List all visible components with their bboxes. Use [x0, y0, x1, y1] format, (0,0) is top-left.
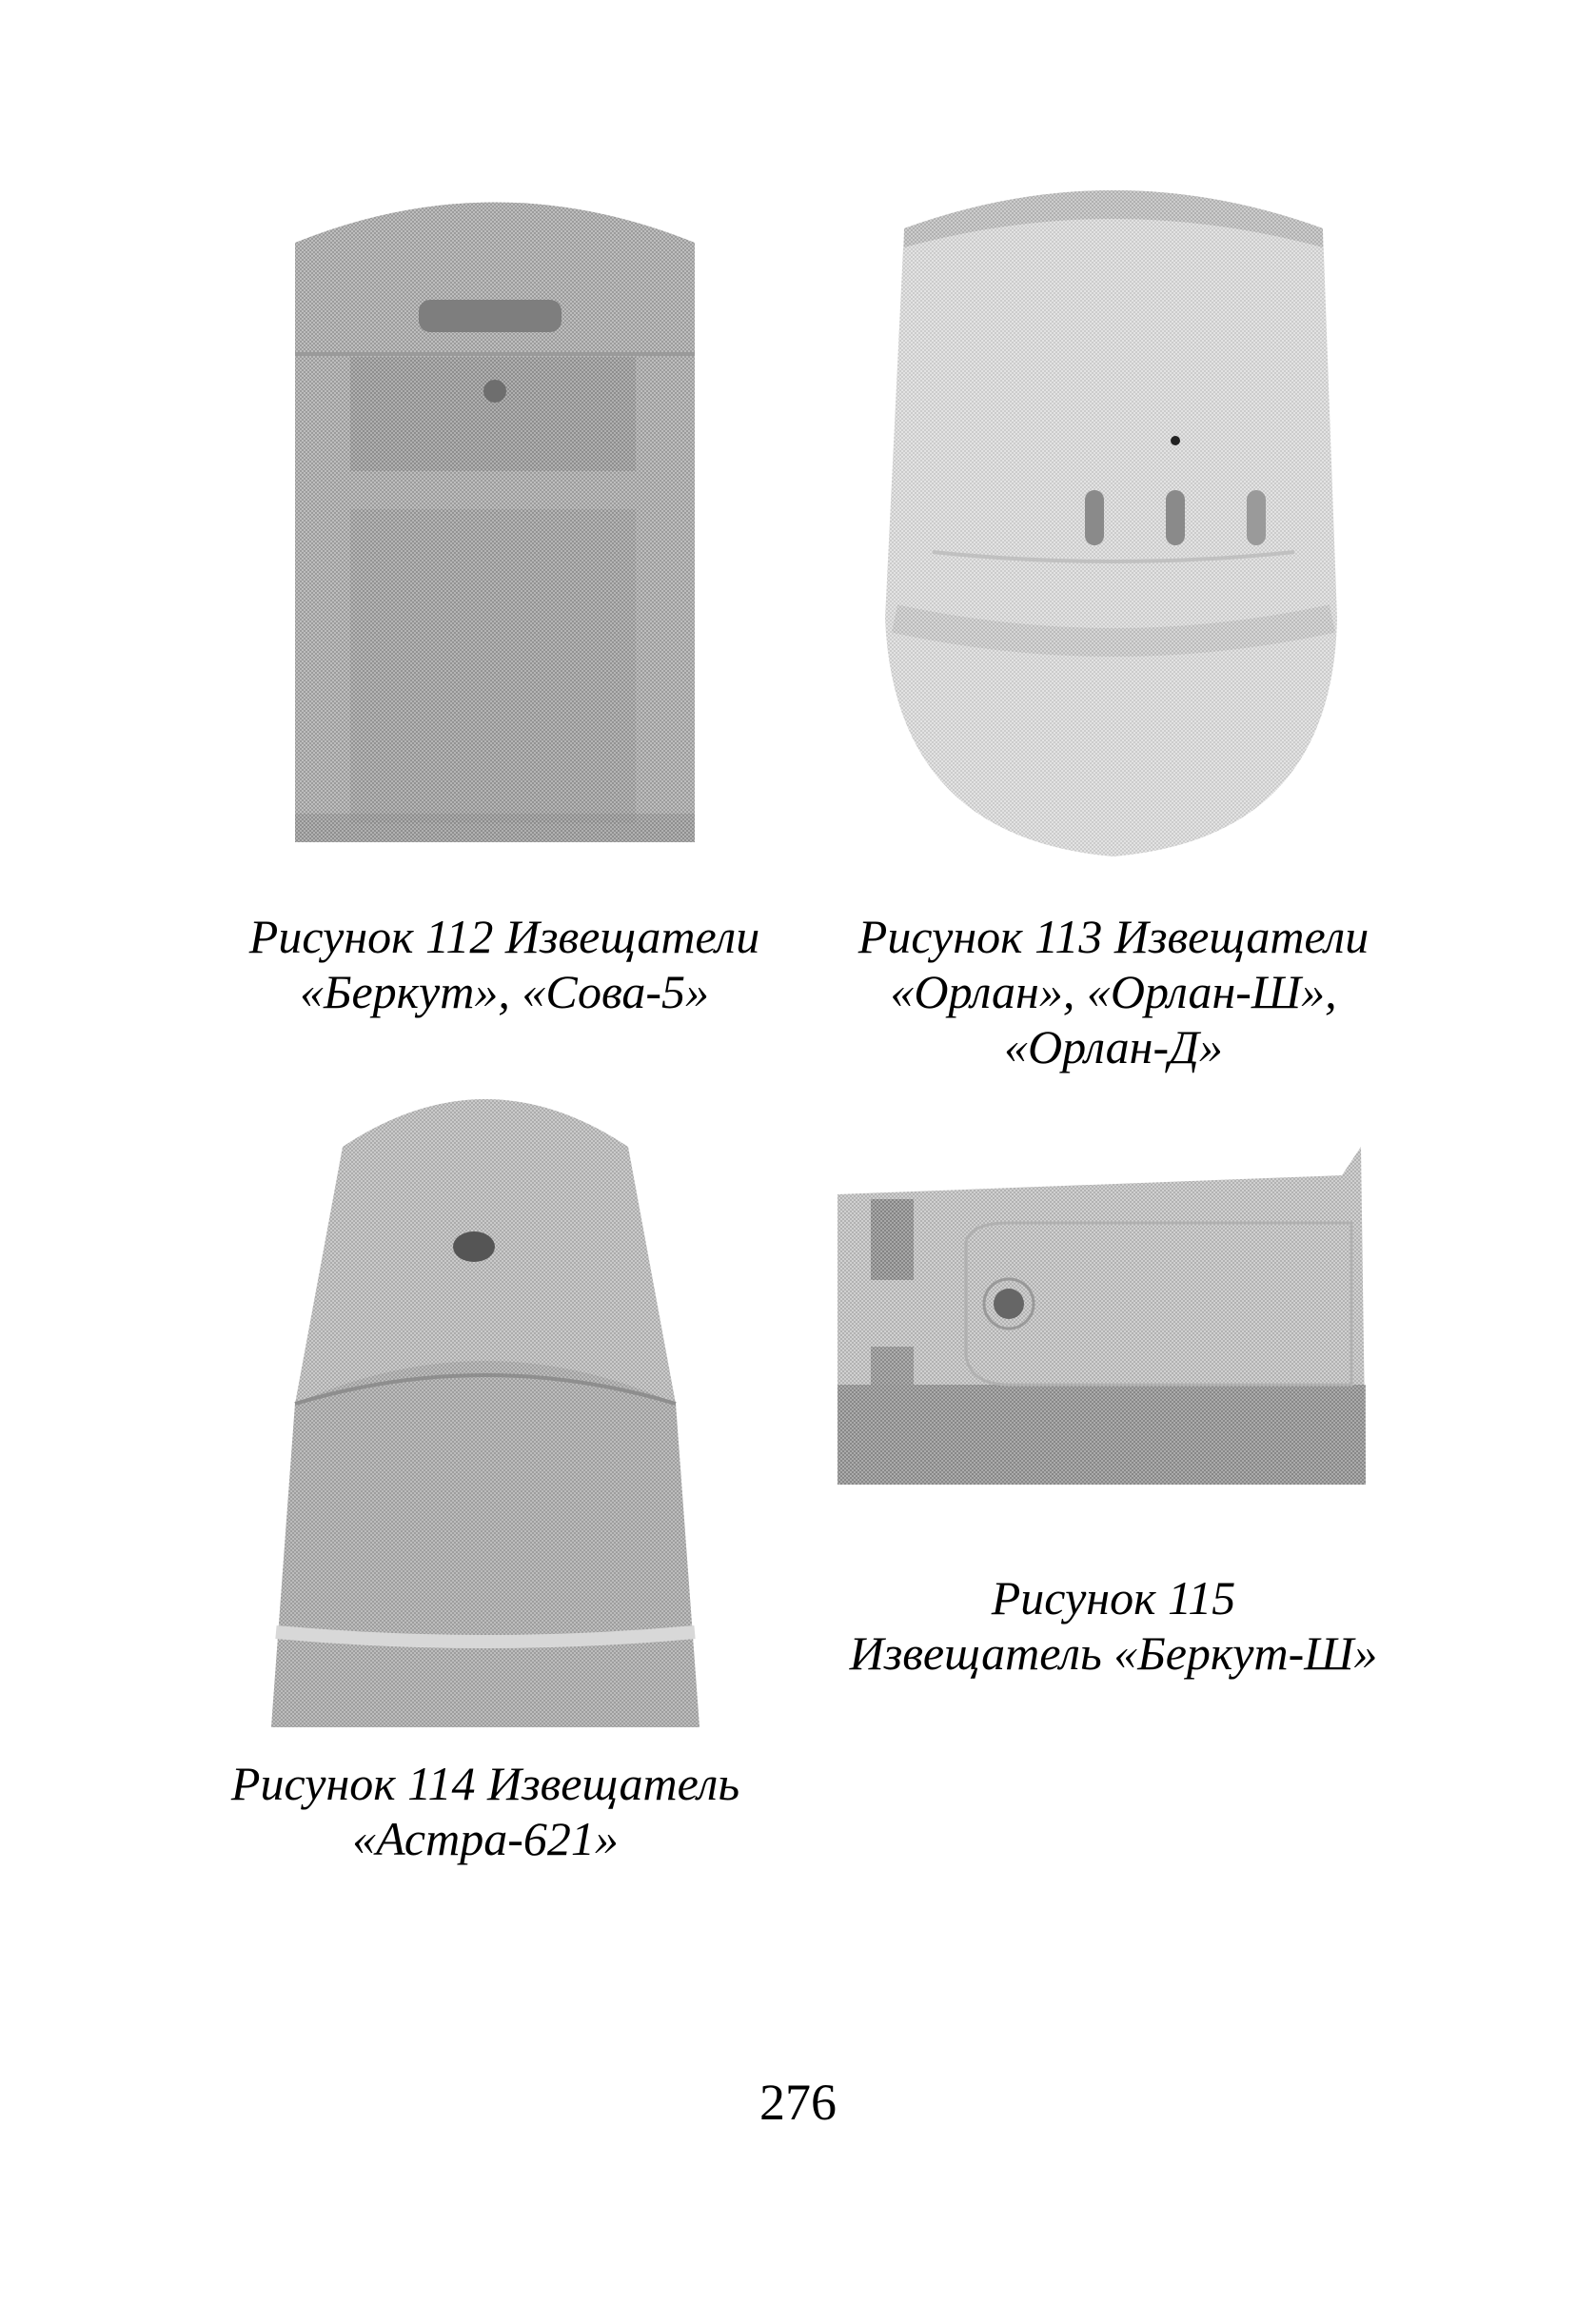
page-number: 276: [759, 2074, 837, 2131]
figure-115-image: [818, 1118, 1375, 1499]
figure-113-image: [876, 171, 1347, 866]
detector-orlan-illustration: [876, 171, 1347, 866]
figure-112-image: [286, 186, 704, 847]
figure-114-image: [257, 1071, 714, 1737]
figure-113-caption: Рисунок 113 Извещатели «Орлан», «Орлан-Ш», «Орлан-Д»: [857, 910, 1369, 1073]
detector-astra-621-illustration: [257, 1071, 714, 1737]
figure-112-caption: Рисунок 112 Извещатели «Беркут», «Сова-5»: [248, 910, 760, 1018]
detector-berkut-sh-illustration: [818, 1118, 1375, 1499]
detector-berkut-sova-illustration: [286, 186, 704, 847]
figure-115-caption: Рисунок 115 Извещатель «Беркут-Ш»: [849, 1571, 1378, 1680]
figure-114-caption: Рисунок 114 Извещатель «Астра-621»: [230, 1757, 740, 1865]
